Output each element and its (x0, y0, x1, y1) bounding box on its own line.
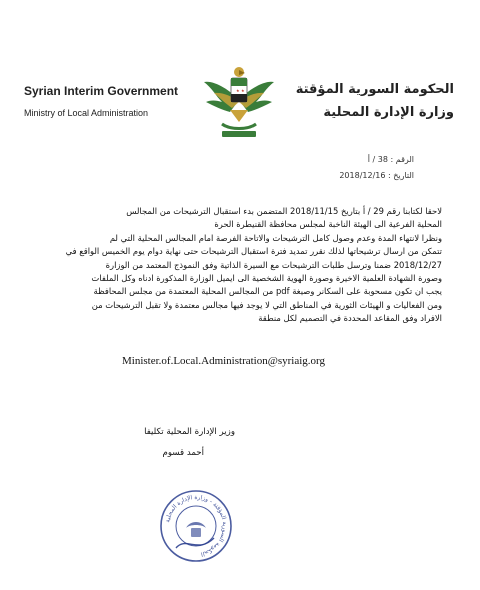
body-line: تتمكن من ارسال ترشيحاتها لذلك نقرر تمديد فترة استقبال الترشيحات حتى نهاية دوام يوم الخميس الواقع في (65, 246, 442, 257)
eagle-emblem-logo (200, 60, 278, 142)
signatory-name: أحمد قسوم (162, 448, 204, 458)
body-line: المحلية الفرعية الى الهيئة الناخبة لمجلس محافظة القنيطرة الحرة (214, 219, 442, 230)
svg-text:الحكومة السورية المؤقتة - وزار (164, 494, 228, 558)
signatory-title: وزير الإدارة المحلية تكليفا (144, 427, 235, 437)
body-line: الافراد وفق المقاعد المحددة في التصميم لكل منطقة (258, 313, 442, 324)
svg-text:★: ★ (241, 88, 245, 93)
svg-text:★: ★ (236, 88, 240, 93)
reference-number: الرقم : 38 / أ (367, 155, 414, 164)
official-stamp (158, 488, 234, 564)
body-line: 2018/12/27 ضمنا وترسل طلبات الترشيحات مع السيرة الذاتية وفق النموذج المعتمد من الوزارة (105, 259, 442, 270)
body-line: ونظرا لانتهاء المدة وعدم وصول كامل الترشيحات والاتاحة الفرصة امام المجالس المحلية التي لم (109, 232, 442, 243)
stamp-ring-text: الحكومة السورية المؤقتة - وزارة الإدارة المحلية (164, 493, 229, 558)
body-line: وصورة الشهادة العلمية الاخيرة وصورة الهوية الشخصية الى ايميل الوزارة المذكورة ادناه وكل الملفات (91, 273, 442, 284)
government-name-en: Syrian Interim Government (24, 84, 179, 98)
government-name-ar: الحكومة السورية المؤقتة (295, 82, 454, 97)
body-line: يجب ان تكون مسحوبة على السكانر وصيغة pdf من المجالس المحلية المعتمدة من مجلس المحافظة (93, 286, 442, 297)
body-line: ومن الفعاليات و الهيئات الثورية في المناطق التي لا يوجد فيها مجالس معتمدة ولا تقبل الترشيحات من (91, 299, 442, 310)
body-line: لاحقا لكتابنا رقم 29 / أ بتاريخ 2018/11/15 المتضمن بدء استقبال الترشيحات من المجالس (126, 206, 442, 216)
ministry-name-ar: وزارة الإدارة المحلية (323, 105, 454, 120)
ministry-email: Minister.of.Local.Administration@syriaig.org (122, 355, 326, 367)
letter-body (22, 205, 442, 326)
document-date: التاريخ : 2018/12/16 (339, 171, 414, 180)
ministry-name-en: Ministry of Local Administration (24, 108, 149, 118)
